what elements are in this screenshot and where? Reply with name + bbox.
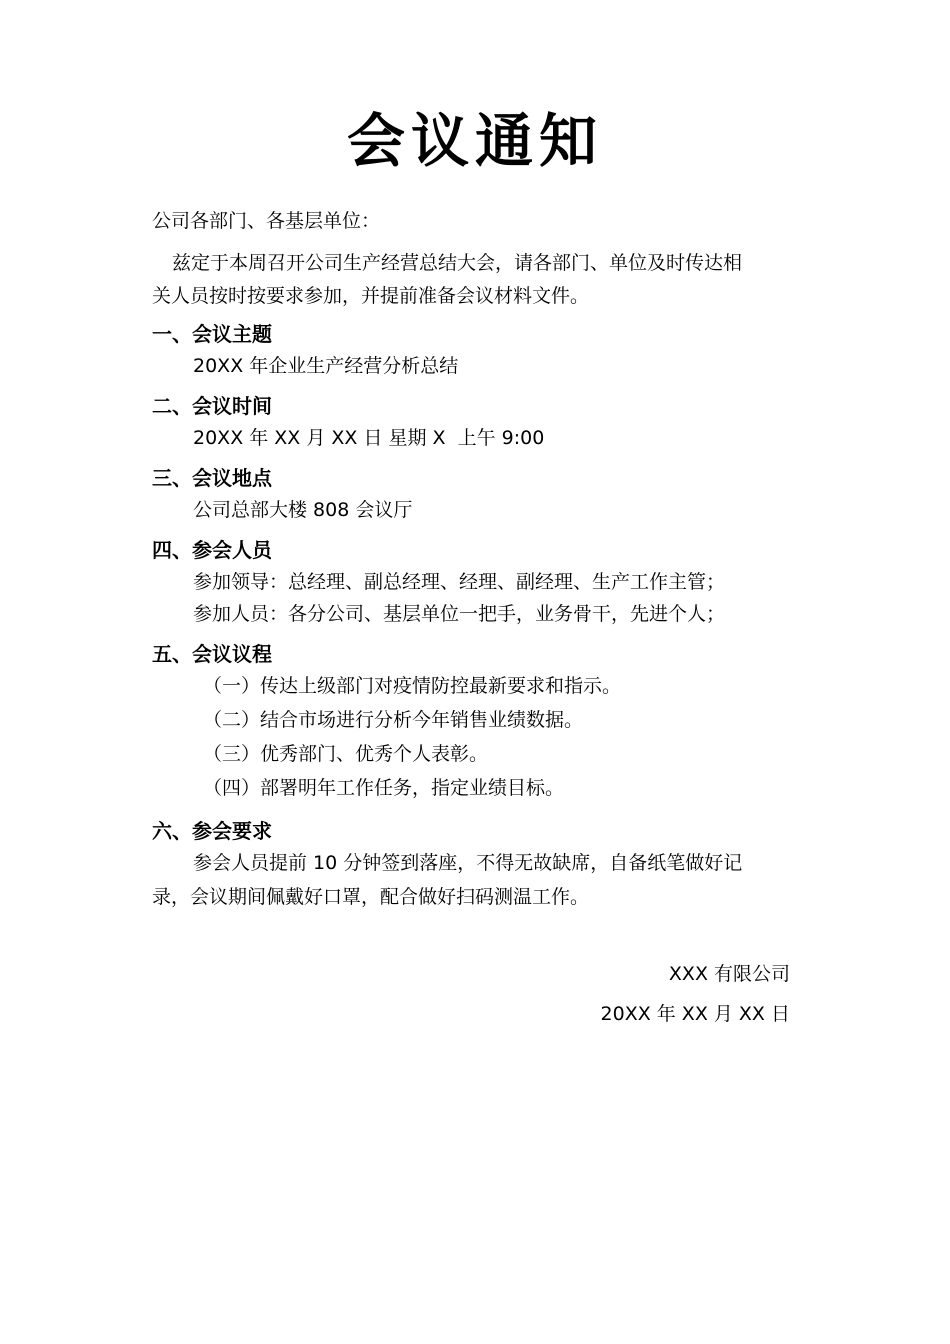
intro-line-2: 关人员按时按要求参加，并提前准备会议材料文件。	[152, 285, 590, 307]
section-heading-time: 二、会议时间	[152, 394, 272, 418]
attendees-participants: 参加人员：各分公司、基层单位一把手，业务骨干，先进个人；	[193, 603, 726, 625]
agenda-item: （二）结合市场进行分析今年销售业绩数据。	[203, 709, 584, 731]
section-content-time: 20XX 年 XX 月 XX 日 星期 X 上午 9:00	[193, 427, 545, 449]
requirements-line-1: 参会人员提前 10 分钟签到落座，不得无故缺席，自备纸笔做好记	[193, 852, 743, 874]
agenda-item: （三）优秀部门、优秀个人表彰。	[203, 743, 489, 765]
section-heading-requirements: 六、参会要求	[152, 819, 272, 843]
section-heading-location: 三、会议地点	[152, 466, 272, 490]
section-heading-agenda: 五、会议议程	[152, 642, 272, 666]
signature-company: XXX 有限公司	[668, 963, 790, 985]
intro-line-1: 兹定于本周召开公司生产经营总结大会，请各部门、单位及时传达相	[172, 252, 743, 274]
agenda-item: （一）传达上级部门对疫情防控最新要求和指示。	[203, 675, 622, 697]
section-content-location: 公司总部大楼 808 会议厅	[193, 499, 413, 521]
section-heading-theme: 一、会议主题	[152, 322, 272, 346]
section-heading-attendees: 四、参会人员	[152, 538, 272, 562]
section-content-theme: 20XX 年企业生产经营分析总结	[193, 355, 459, 377]
requirements-line-2: 录，会议期间佩戴好口罩，配合做好扫码测温工作。	[152, 886, 590, 908]
attendees-leaders: 参加领导：总经理、副总经理、经理、副经理、生产工作主管；	[193, 571, 726, 593]
agenda-item: （四）部署明年工作任务，指定业绩目标。	[203, 777, 565, 799]
page-title: 会议通知	[346, 107, 603, 175]
salutation: 公司各部门、各基层单位：	[152, 210, 381, 232]
signature-date: 20XX 年 XX 月 XX 日	[600, 1003, 790, 1025]
